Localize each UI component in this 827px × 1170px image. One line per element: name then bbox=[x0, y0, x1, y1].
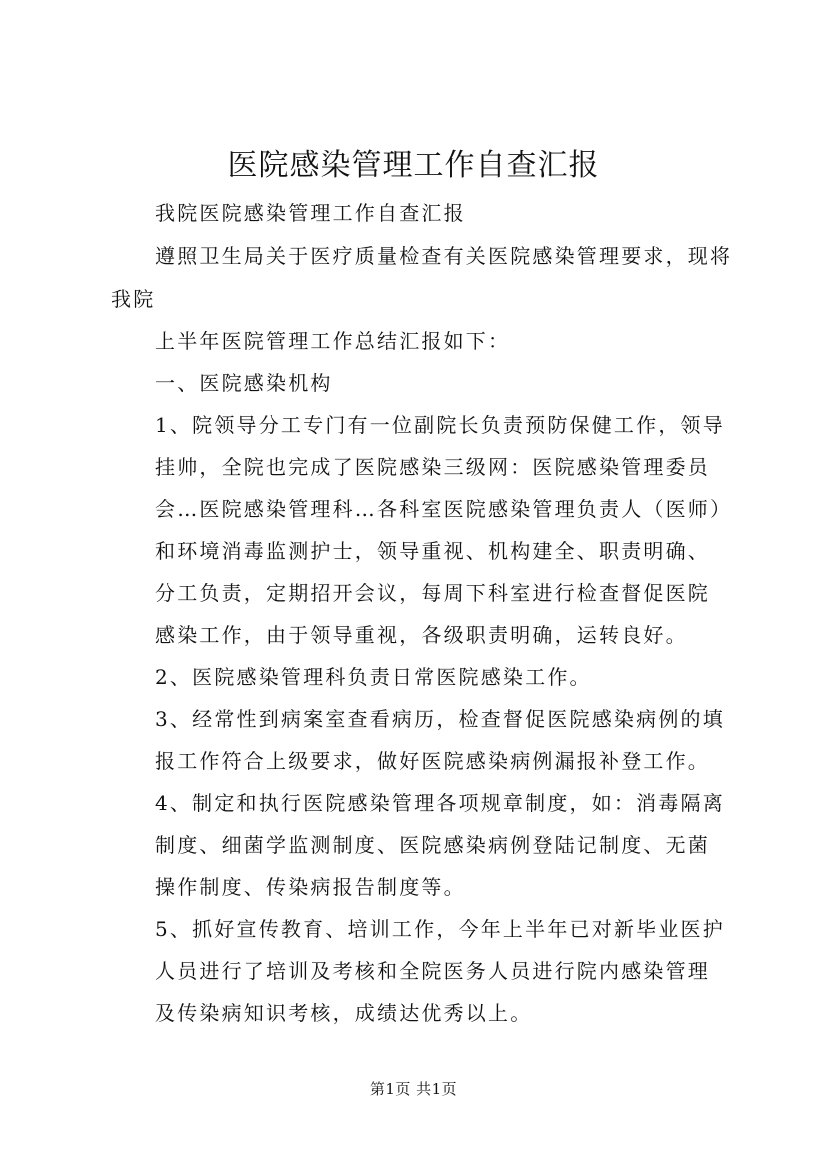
body-line-1: 我院医院感染管理工作自查汇报 bbox=[155, 201, 466, 225]
body-line-12: 2、医院感染管理科负责日常医院感染工作。 bbox=[155, 665, 592, 689]
page-footer: 第1页 共1页 bbox=[369, 1080, 458, 1098]
body-line-7: 挂帅，全院也完成了医院感染三级网：医院感染管理委员 bbox=[155, 455, 710, 479]
body-line-2: 遵照卫生局关于医疗质量检查有关医院感染管理要求，现将 bbox=[155, 244, 733, 268]
body-line-4: 上半年医院管理工作总结汇报如下： bbox=[155, 329, 511, 353]
section-heading-1: 一、医院感染机构 bbox=[155, 371, 333, 395]
body-line-20: 及传染病知识考核，成绩达优秀以上。 bbox=[155, 1001, 533, 1025]
body-line-11: 感染工作，由于领导重视，各级职责明确，运转良好。 bbox=[155, 623, 688, 647]
document-title: 医院感染管理工作自查汇报 bbox=[227, 148, 600, 183]
body-line-13: 3、经常性到病案室查看病历，检查督促医院感染病例的填 bbox=[155, 707, 725, 731]
body-line-17: 操作制度、传染病报告制度等。 bbox=[155, 875, 466, 899]
body-line-15: 4、制定和执行医院感染管理各项规章制度，如：消毒隔离 bbox=[155, 791, 725, 815]
body-line-19: 人员进行了培训及考核和全院医务人员进行院内感染管理 bbox=[155, 959, 710, 983]
body-line-3: 我院 bbox=[111, 287, 156, 311]
body-line-14: 报工作符合上级要求，做好医院感染病例漏报补登工作。 bbox=[155, 749, 710, 773]
body-line-18: 5、抓好宣传教育、培训工作，今年上半年已对新毕业医护 bbox=[155, 917, 725, 941]
body-line-16: 制度、细菌学监测制度、医院感染病例登陆记制度、无菌 bbox=[155, 833, 710, 857]
body-line-6: 1、院领导分工专门有一位副院长负责预防保健工作，领导 bbox=[155, 413, 725, 437]
body-line-8: 会…医院感染管理科…各科室医院感染管理负责人（医师） bbox=[155, 497, 733, 521]
body-line-10: 分工负责，定期招开会议，每周下科室进行检查督促医院 bbox=[155, 581, 710, 605]
body-line-9: 和环境消毒监测护士，领导重视、机构建全、职责明确、 bbox=[155, 539, 710, 563]
